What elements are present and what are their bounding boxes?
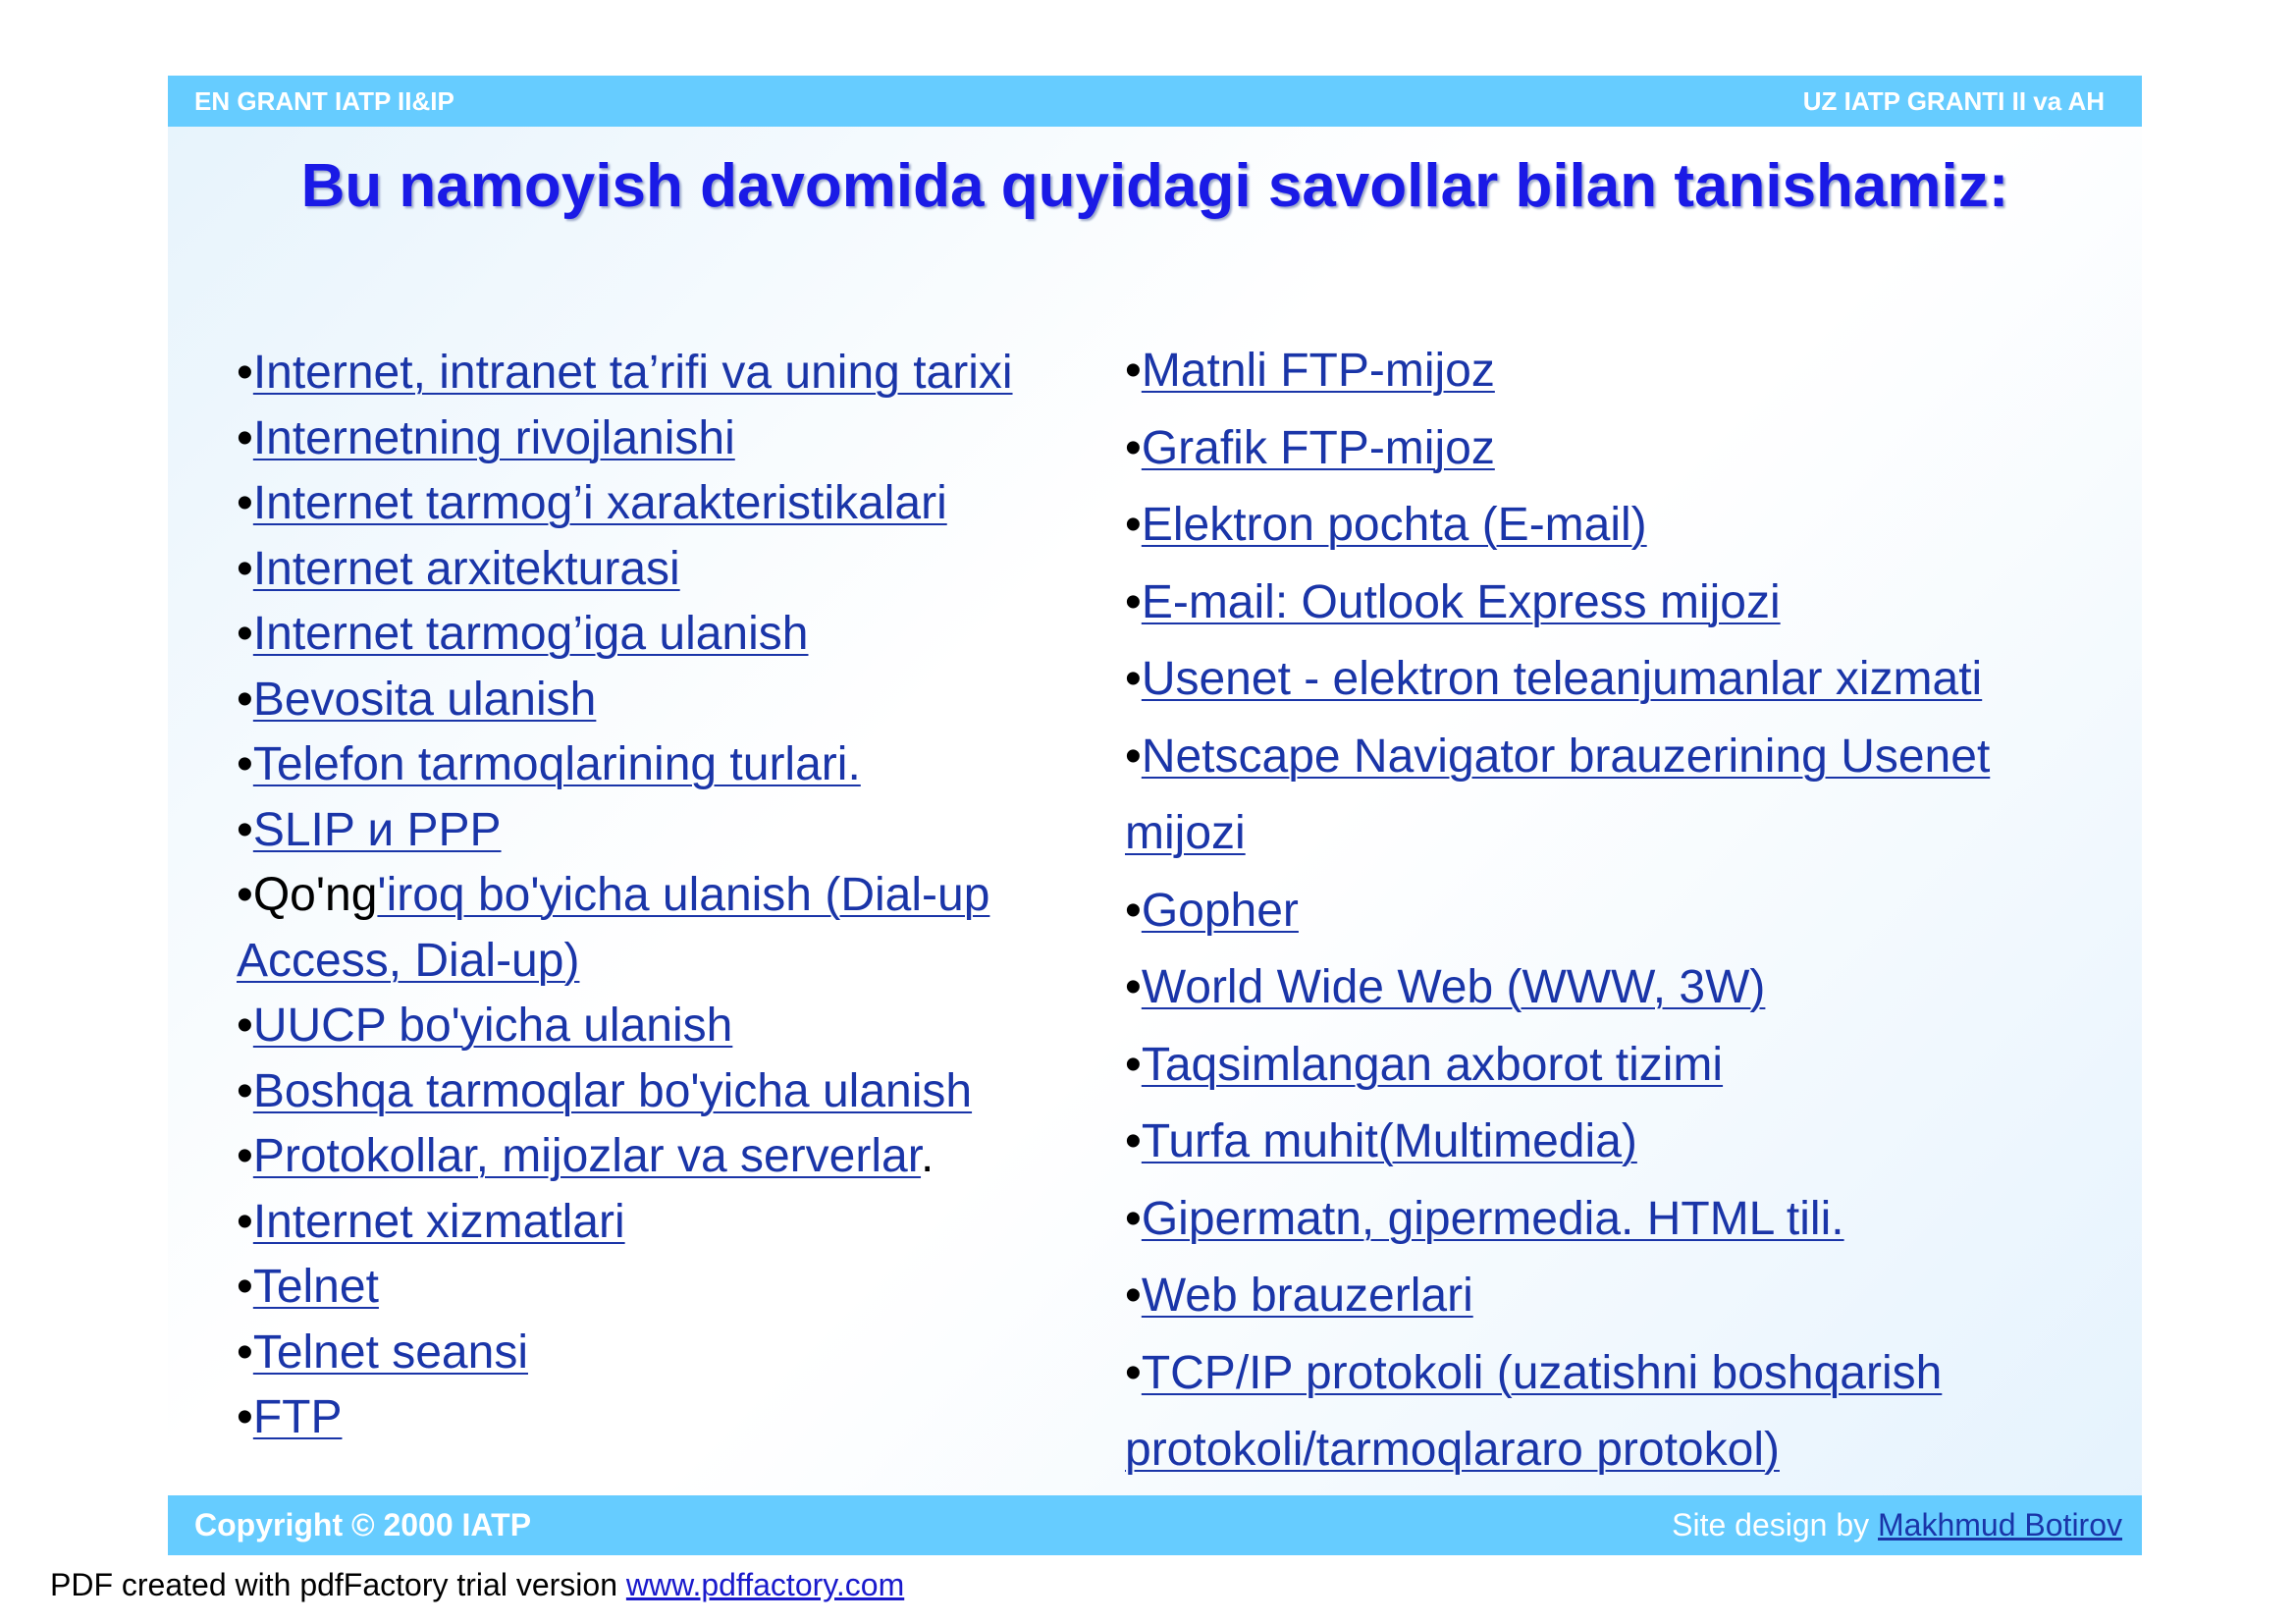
topic-link[interactable]: Protokollar, mijozlar va serverlar <box>252 1130 922 1182</box>
topic-link[interactable]: Boshqa tarmoqlar bo'yicha ulanish <box>252 1064 973 1117</box>
bullet-icon: • <box>1125 1115 1142 1167</box>
bullet-icon: • <box>1125 1346 1142 1399</box>
topic-item <box>1125 333 2087 410</box>
topic-item <box>1125 487 2087 565</box>
bullet-icon: • <box>237 1064 253 1117</box>
topic-link[interactable]: Internet arxitekturasi <box>252 542 680 595</box>
topic-item <box>237 471 1091 537</box>
bullet-icon: • <box>237 738 253 790</box>
bullet-icon: • <box>1125 884 1142 937</box>
bullet-icon: • <box>1125 961 1142 1013</box>
topic-item <box>1125 873 2087 950</box>
topic-link[interactable]: Taqsimlangan axborot tizimi <box>1141 1038 1724 1091</box>
bullet-icon: • <box>1125 421 1142 474</box>
bullet-icon: • <box>1125 730 1142 783</box>
topic-link[interactable]: Web brauzerlari <box>1141 1270 1473 1322</box>
topic-item <box>1125 1104 2087 1181</box>
bottom-bar <box>168 1495 2142 1555</box>
site-design-credit <box>1672 1507 2122 1543</box>
topic-link[interactable]: Internetning rivojlanishi <box>252 411 735 464</box>
header-left-text: EN GRANT IATP II&IP <box>194 86 454 116</box>
bullet-icon: • <box>237 1391 253 1443</box>
header-right-text: UZ IATP GRANTI II va AH <box>1802 86 2105 116</box>
topic-item <box>1125 1335 2087 1489</box>
topic-link[interactable]: FTP <box>252 1391 343 1443</box>
topic-link[interactable]: Internet xizmatlari <box>252 1195 625 1248</box>
topic-link[interactable]: Telnet seansi <box>252 1325 528 1379</box>
bullet-icon: • <box>1125 345 1142 397</box>
topic-link[interactable]: Usenet - elektron teleanjumanlar xizmati <box>1141 653 1983 705</box>
topic-item <box>237 1321 1091 1386</box>
topic-item <box>237 798 1091 864</box>
topic-link[interactable]: Gipermatn, gipermedia. HTML tili. <box>1141 1192 1844 1245</box>
topic-plain-text: Qo'ng <box>252 869 378 921</box>
bullet-icon: • <box>1125 1192 1142 1245</box>
copyright-text: Copyright © 2000 IATP <box>194 1507 532 1542</box>
topic-item <box>1125 641 2087 719</box>
topic-item <box>237 668 1091 733</box>
topic-item <box>237 732 1091 798</box>
topic-link[interactable]: Telefon tarmoqlarining turlari. <box>252 738 861 790</box>
topic-link[interactable]: E-mail: Outlook Express mijozi <box>1141 575 1781 628</box>
bullet-icon: • <box>237 869 253 921</box>
topic-link[interactable]: Gopher <box>1141 884 1299 937</box>
bullet-icon: • <box>237 1130 253 1182</box>
topic-link[interactable]: Elektron pochta (E-mail) <box>1141 499 1647 551</box>
topic-link[interactable]: Grafik FTP-mijoz <box>1141 421 1495 474</box>
topic-item <box>1125 565 2087 642</box>
topic-item <box>237 994 1091 1059</box>
topic-item <box>237 1059 1091 1125</box>
bullet-icon: • <box>237 803 253 856</box>
topic-item <box>237 1385 1091 1451</box>
topic-link[interactable]: Turfa muhit(Multimedia) <box>1141 1115 1637 1167</box>
topic-item <box>237 602 1091 668</box>
topic-link[interactable]: Internet tarmog’iga ulanish <box>252 608 809 660</box>
bullet-icon: • <box>1125 1270 1142 1322</box>
topic-link[interactable]: Internet, intranet ta’rifi va uning tarixi <box>252 347 1013 399</box>
bullet-icon: • <box>237 1325 253 1379</box>
topic-link[interactable]: Bevosita ulanish <box>252 673 597 726</box>
left-topic-list <box>237 341 1091 1451</box>
bullet-icon: • <box>237 542 253 595</box>
topic-item <box>237 537 1091 603</box>
bullet-icon: • <box>237 1000 253 1052</box>
topic-item <box>237 406 1091 472</box>
slide-title: Bu namoyish davomida quyidagi savollar bilan tanishamiz: <box>300 152 2009 220</box>
topic-item <box>1125 1181 2087 1259</box>
bullet-icon: • <box>237 1261 253 1313</box>
topic-link[interactable]: Internet tarmog’i xarakteristikalari <box>252 477 947 529</box>
topic-link[interactable]: Telnet <box>252 1261 379 1313</box>
bullet-icon: • <box>1125 499 1142 551</box>
bullet-icon: • <box>1125 575 1142 628</box>
topic-item <box>1125 949 2087 1027</box>
topic-link[interactable]: UUCP bo'yicha ulanish <box>252 1000 733 1052</box>
topic-link[interactable]: Netscape Navigator brauzerining Usenet mijozi <box>1125 730 1991 859</box>
bullet-icon: • <box>237 608 253 660</box>
topic-item <box>237 1190 1091 1256</box>
designer-link[interactable]: Makhmud Botirov <box>1878 1507 2122 1542</box>
bullet-icon: • <box>237 411 253 464</box>
topic-link[interactable]: 'iroq bo'yicha ulanish (Dial-up Access, Dial-up) <box>237 869 990 987</box>
topic-item <box>1125 1258 2087 1335</box>
bullet-icon: • <box>237 347 253 399</box>
bullet-icon: • <box>1125 1038 1142 1091</box>
topic-item <box>1125 410 2087 488</box>
topic-item <box>237 1124 1091 1190</box>
slide <box>168 76 2142 1555</box>
topic-suffix: . <box>921 1130 934 1182</box>
design-prefix: Site design by <box>1672 1507 1879 1542</box>
topic-item <box>1125 719 2087 873</box>
topic-link[interactable]: Matnli FTP-mijoz <box>1141 345 1495 397</box>
pdf-note-text: PDF created with pdfFactory trial version <box>50 1567 626 1602</box>
pdffactory-link[interactable]: www.pdffactory.com <box>625 1567 905 1602</box>
right-topic-list <box>1125 333 2087 1489</box>
bullet-icon: • <box>1125 653 1142 705</box>
topic-item <box>237 1255 1091 1321</box>
bullet-icon: • <box>237 1195 253 1248</box>
topic-item <box>237 341 1091 406</box>
pdf-note <box>50 1567 904 1603</box>
topic-item <box>237 863 1091 994</box>
topic-link[interactable]: SLIP и PPP <box>252 803 502 856</box>
topic-link[interactable]: World Wide Web (WWW, 3W) <box>1141 961 1766 1013</box>
topic-link[interactable]: TCP/IP protokoli (uzatishni boshqarish protokoli/tarmoqlararo protokol) <box>1125 1346 1943 1476</box>
top-bar <box>168 76 2142 127</box>
bullet-icon: • <box>237 477 253 529</box>
topic-item <box>1125 1027 2087 1105</box>
bullet-icon: • <box>237 673 253 726</box>
